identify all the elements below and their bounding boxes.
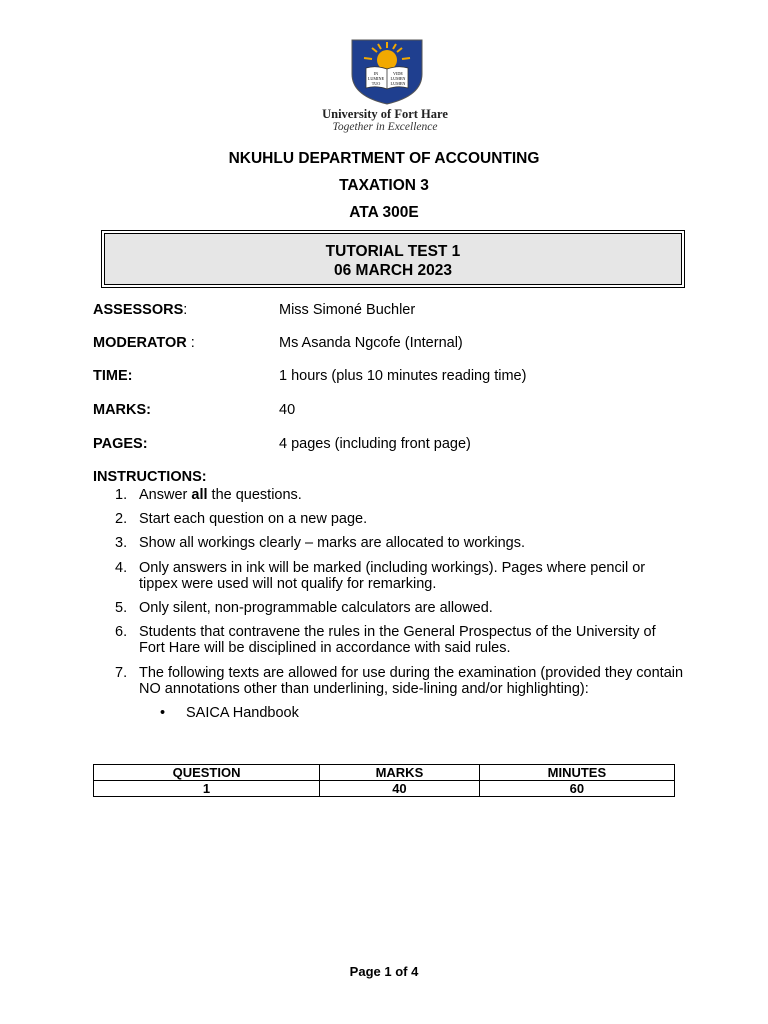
detail-label: PAGES: bbox=[93, 436, 148, 452]
test-date: 06 MARCH 2023 bbox=[333, 262, 453, 279]
page-number: Page 1 of 4 bbox=[349, 964, 419, 979]
table-cell: 40 bbox=[320, 781, 480, 797]
university-name: University of Fort Hare bbox=[322, 107, 448, 121]
detail-label: TIME: bbox=[93, 368, 133, 384]
table-row bbox=[94, 781, 675, 797]
table-header-cell: MARKS bbox=[320, 765, 480, 781]
department-heading: NKUHLU DEPARTMENT OF ACCOUNTING bbox=[228, 150, 540, 167]
svg-text:VIDE: VIDE bbox=[392, 71, 404, 76]
svg-text:TUO: TUO bbox=[371, 81, 381, 86]
detail-value: 4 pages (including front page) bbox=[279, 436, 471, 452]
course-heading: TAXATION 3 bbox=[339, 177, 429, 194]
detail-value: Miss Simoné Buchler bbox=[279, 302, 416, 318]
detail-value: Ms Asanda Ngcofe (Internal) bbox=[279, 335, 463, 351]
svg-text:LUMINE: LUMINE bbox=[367, 76, 385, 81]
svg-text:LUMEN: LUMEN bbox=[390, 76, 406, 81]
table-cell: 60 bbox=[479, 781, 674, 797]
detail-label: ASSESSORS: bbox=[93, 302, 188, 318]
svg-text:LUMEN: LUMEN bbox=[390, 81, 406, 86]
test-title-box bbox=[101, 230, 685, 288]
instructions-title: INSTRUCTIONS: bbox=[93, 469, 207, 485]
university-motto: Together in Excellence bbox=[332, 121, 438, 133]
test-title: TUTORIAL TEST 1 bbox=[325, 243, 461, 260]
table-header-row bbox=[94, 765, 675, 781]
course-code: ATA 300E bbox=[349, 204, 419, 221]
detail-label: MARKS: bbox=[93, 402, 151, 418]
crest-icon bbox=[350, 38, 424, 106]
detail-value: 1 hours (plus 10 minutes reading time) bbox=[279, 368, 527, 384]
table-cell: 1 bbox=[94, 781, 320, 797]
question-table bbox=[93, 764, 675, 797]
table-header-cell: MINUTES bbox=[479, 765, 674, 781]
detail-label: MODERATOR : bbox=[93, 335, 195, 351]
table-header-cell: QUESTION bbox=[94, 765, 320, 781]
detail-value: 40 bbox=[279, 402, 296, 418]
bullet-icon: • bbox=[160, 705, 166, 721]
svg-text:IN: IN bbox=[373, 71, 379, 76]
test-title-inner bbox=[104, 233, 682, 285]
